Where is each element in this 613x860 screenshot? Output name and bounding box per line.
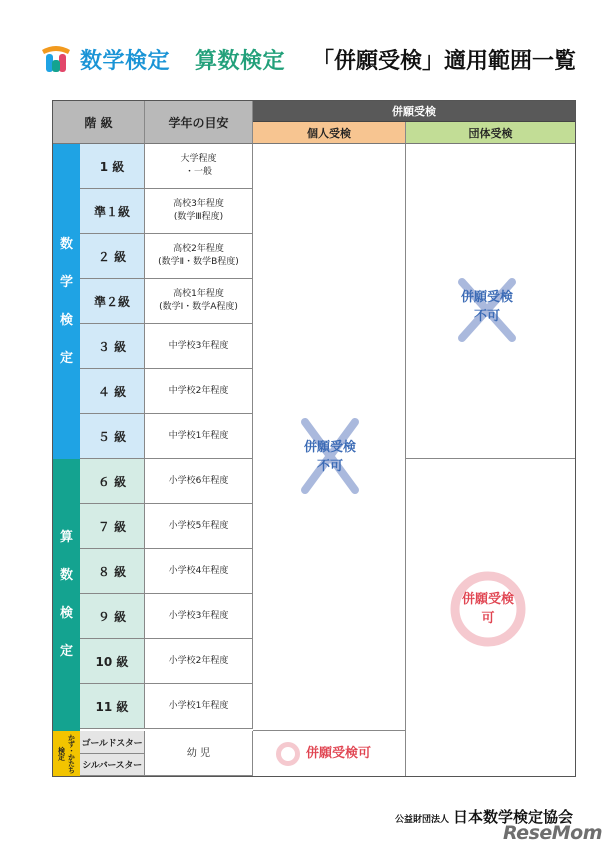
target-line1: 小学校6年程度: [168, 475, 229, 486]
target-cell: [145, 279, 253, 324]
header-group: 団体受検: [406, 122, 575, 144]
target-line1: 中学校1年程度: [168, 430, 229, 441]
header: [0, 0, 613, 95]
target-line2: ・一般: [184, 167, 212, 177]
category-math: [53, 144, 80, 459]
grade-cell: 10 級: [80, 639, 145, 684]
star-target-text: 幼 児: [186, 747, 211, 759]
group-not-allowed-line1: 併願受検: [460, 290, 513, 305]
star-gold: ゴールドスター: [80, 731, 145, 754]
individual-not-allowed-line2: 不可: [316, 459, 343, 474]
grade-cell: ７ 級: [80, 504, 145, 549]
footer-org-prefix: 公益財団法人: [395, 815, 450, 825]
footer-org-name: 日本数学検定協会: [453, 808, 574, 826]
star-target: [145, 731, 253, 776]
grade-cell: 準２級: [80, 279, 145, 324]
individual-kazu-circle-icon: [275, 741, 301, 767]
grade-cell: ８ 級: [80, 549, 145, 594]
grade-cell: ３ 級: [80, 324, 145, 369]
target-cell: [145, 594, 253, 639]
grade-cell: 1 級: [80, 144, 145, 189]
target-cell: [145, 324, 253, 369]
target-cell: [145, 234, 253, 279]
target-line1: 高校2年程度: [173, 244, 224, 254]
target-cell: [145, 414, 253, 459]
math-kentei-logo-icon: [38, 40, 74, 76]
target-cell: [145, 639, 253, 684]
group-allowed-line2: 可: [481, 611, 495, 626]
group-not-allowed-line2: 不可: [473, 309, 500, 324]
group-not-allowed-label: [436, 288, 538, 326]
individual-not-allowed-label: [279, 438, 381, 476]
target-cell: [145, 504, 253, 549]
target-line1: 高校1年程度: [173, 289, 224, 299]
category-kazu: [53, 731, 80, 776]
target-line1: 小学校4年程度: [168, 565, 229, 576]
grade-cell: ５ 級: [80, 414, 145, 459]
target-line1: 中学校3年程度: [168, 340, 229, 351]
individual-kazu-allowed-label: 併願受検可: [306, 746, 372, 761]
group-allowed-line1: 併願受検: [461, 592, 514, 607]
target-cell: [145, 549, 253, 594]
target-line1: 中学校2年程度: [168, 385, 229, 396]
combined-exam-table: [52, 100, 576, 777]
category-kazu-label: かず・かたち検定: [57, 734, 76, 773]
target-cell: [145, 369, 253, 414]
grade-cell: ６ 級: [80, 459, 145, 504]
header-combined: 併願受検: [253, 101, 575, 122]
target-line1: 小学校2年程度: [168, 655, 229, 666]
category-arith-label: 算数検定: [59, 530, 73, 659]
grade-cell: ４ 級: [80, 369, 145, 414]
target-cell: [145, 459, 253, 504]
category-math-label: 数学検定: [59, 236, 73, 366]
target-cell: [145, 144, 253, 189]
star-silver: シルバースター: [80, 754, 145, 776]
brand-arith-kentei: 算数検定: [195, 49, 286, 74]
header-grade: 階 級: [53, 101, 145, 144]
grade-cell: 準１級: [80, 189, 145, 234]
target-line2: (数学Ⅰ・数学A程度): [159, 302, 238, 312]
header-individual: 個人受検: [253, 122, 406, 144]
target-line2: (数学Ⅲ程度): [173, 212, 224, 222]
target-line1: 高校3年程度: [173, 199, 224, 209]
resemom-watermark: ReseMom: [503, 822, 603, 844]
page-title: 「併願受検」適用範囲一覧: [312, 49, 577, 74]
grade-cell: ２ 級: [80, 234, 145, 279]
target-line2: (数学Ⅱ・数学B程度): [158, 257, 239, 267]
target-line1: 小学校3年程度: [168, 610, 229, 621]
target-line1: 大学程度: [180, 154, 217, 164]
grade-cell: 11 級: [80, 684, 145, 729]
brand-math-kentei: 数学検定: [80, 49, 171, 74]
category-arith: [53, 459, 80, 731]
target-cell: [145, 189, 253, 234]
target-cell: [145, 684, 253, 729]
group-allowed-label: [436, 590, 540, 628]
individual-not-allowed-line1: 併願受検: [303, 440, 356, 455]
grade-cell: ９ 級: [80, 594, 145, 639]
target-line1: 小学校1年程度: [168, 700, 229, 711]
header-target: 学年の目安: [145, 101, 253, 144]
target-line1: 小学校5年程度: [168, 520, 229, 531]
